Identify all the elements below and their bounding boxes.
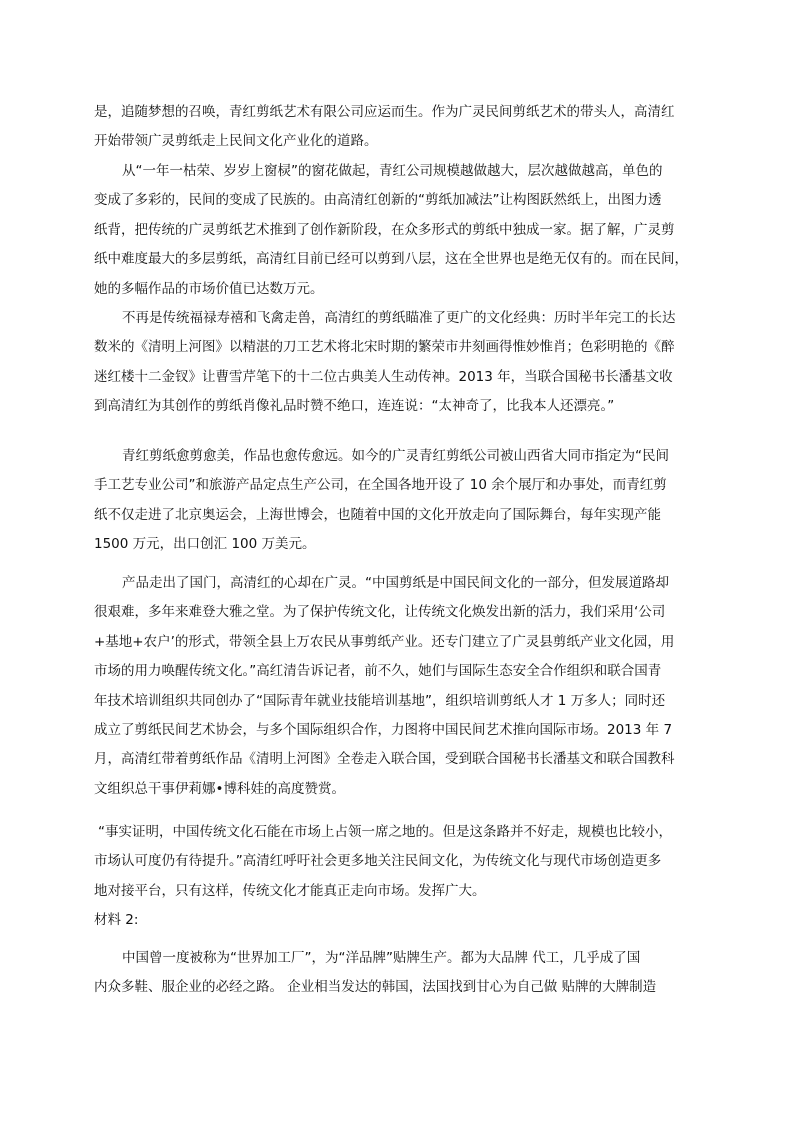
text-line: 成立了剪纸民间艺术协会，与多个国际组织合作，力图将中国民间艺术推向国际市场。2013 年 7 (94, 721, 673, 738)
paragraph-4 (94, 442, 706, 560)
text-line: 1500 万元，出口创汇 100 万美元。 (94, 536, 316, 553)
text-line: 很艰难，多年来难登大雅之堂。为了保护传统文化，让传统文化焕发出新的活力，我们采用‘公司 (94, 604, 666, 621)
text-line: 数米的《清明上河图》以精湛的刀工艺术将北宋时期的繁荣市井刻画得惟妙惟肖；色彩明艳的《醉 (94, 339, 675, 356)
text-line: 内众多鞋、服企业的必经之路。 企业相当发达的韩国，法国找到甘心为自己做 贴牌的大牌制造 (94, 979, 657, 996)
text-line: 不再是传统福禄寿禧和飞禽走兽，高清红的剪纸瞄准了更广的文化经典：历时半年完工的长达 (122, 310, 676, 326)
text-line: 文组织总干事伊莉娜•博科娃的高度赞赏。 (94, 780, 345, 797)
text-line: 市场的用力唤醒传统文化。”高红清告诉记者，前不久，她们与国际生态安全合作组织和联合国青 (94, 663, 662, 680)
paragraph-7 (94, 944, 706, 1003)
text-line: 纸中难度最大的多层剪纸，高清红目前已经可以剪到八层，这在全世界也是绝无仅有的。而在民间， (94, 251, 688, 268)
text-line: 中国曾一度被称为“世界加工厂”，为“洋品牌”贴牌生产。都为大品牌 代工，几乎成了国 (122, 950, 641, 966)
paragraph-3 (94, 304, 706, 422)
text-line: 地对接平台，只有这样，传统文化才能真正走向市场。发挥广大。 (94, 882, 486, 899)
text-line: 变成了多彩的，民间的变成了民族的。由高清红创新的“剪纸加减法”让构图跃然纸上，出图力透 (94, 192, 662, 209)
text-line: 纸不仅走进了北京奥运会，上海世博会，也随着中国的文化开放走向了国际舞台，每年实现产能 (94, 506, 661, 523)
paragraph-5 (94, 569, 706, 804)
text-line: 月，高清红带着剪纸作品《清明上河图》全卷走入联合国，受到联合国秘书长潘基文和联合国教科 (94, 751, 675, 768)
text-line: 她的多幅作品的市场价值已达数万元。 (94, 280, 324, 297)
paragraph-6 (94, 818, 710, 906)
text-line: 开始带领广灵剪纸走上民间文化产业化的道路。 (94, 133, 378, 150)
text-line: 年技术培训组织共同创办了“国际青年就业技能培训基地”，组织培训剪纸人才 1 万多人；同时还 (94, 692, 666, 709)
paragraph-1 (94, 98, 706, 157)
text-line: “事实证明，中国传统文化石能在市场上占领一席之地的。但是这条路并不好走，规模也比较小， (98, 824, 672, 840)
text-line: 产品走出了国门，高清红的心却在广灵。“中国剪纸是中国民间文化的一部分，但发展道路却 (122, 575, 669, 591)
section-heading-material-2 (94, 906, 706, 935)
paragraph-2 (94, 157, 706, 304)
text-line: 材料 2: (94, 912, 139, 928)
text-line: 迷红楼十二金钗》让曹雪芹笔下的十二位古典美人生动传神。2013 年，当联合国秘书长潘基文收 (94, 368, 673, 385)
text-line: 纸背，把传统的广灵剪纸艺术推到了创作新阶段，在众多形式的剪纸中独成一家。据了解，广灵剪 (94, 221, 675, 238)
text-line: 手工艺专业公司”和旅游产品定点生产公司，在全国各地开设了 10 余个展厅和办事处，而青红剪 (94, 477, 667, 494)
text-line: 从“一年一枯荣、岁岁上窗棂”的窗花做起，青红公司规模越做越大，层次越做越高，单色的 (122, 163, 663, 179)
text-line: 市场认可度仍有待提升。”高清红呼吁社会更多地关注民间文化，为传统文化与现代市场创造更多 (94, 853, 662, 870)
text-line: 到高清红为其创作的剪纸肖像礼品时赞不绝口，连连说：“太神奇了，比我本人还漂亮。” (94, 398, 615, 415)
text-line: +基地+农户’的形式，带领全县上万农民从事剪纸产业。还专门建立了广灵县剪纸产业文化园，用 (94, 633, 675, 650)
text-line: 青红剪纸愈剪愈美，作品也愈传愈远。如今的广灵青红剪纸公司被山西省大同市指定为“民间 (122, 448, 669, 464)
text-line: 是，追随梦想的召唤，青红剪纸艺术有限公司应运而生。作为广灵民间剪纸艺术的带头人，高清红 (94, 104, 675, 120)
